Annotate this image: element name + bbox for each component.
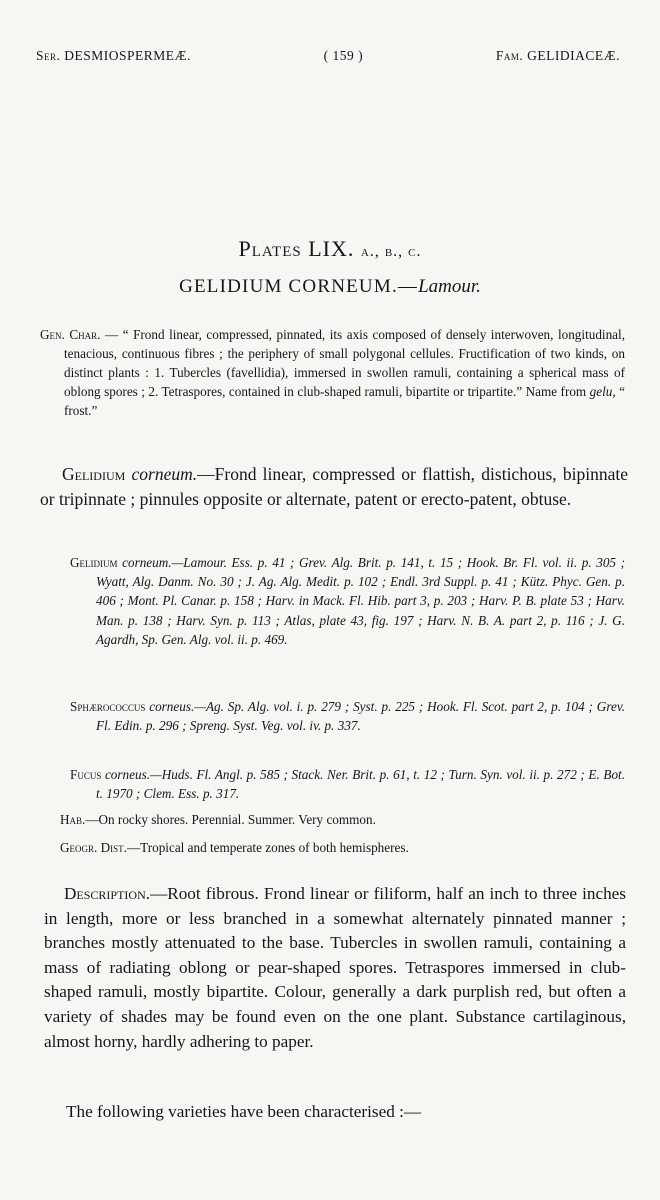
synonym-entry-sphaerococcus bbox=[70, 697, 625, 735]
synonym-entry-fucus bbox=[70, 765, 625, 803]
diagnosis-epithet: corneum. bbox=[131, 464, 198, 484]
description-label: Description. bbox=[64, 884, 151, 903]
diagnosis-genus: Gelidium bbox=[62, 464, 126, 484]
gen-char-label: Gen. Char. bbox=[40, 327, 101, 342]
distribution-label: Geogr. Dist. bbox=[60, 840, 127, 855]
varieties-intro: The following varieties have been characterised :— bbox=[66, 1102, 422, 1121]
description-text: —Root fibrous. Frond linear or filiform, half an inch to three inches in length, more or less branched in a somewhat alternately pinnated manner ; branches mostly attenuated to the base. Tubercles in swollen ramuli, containing a mass of radiating oblong or pear-shaped spores. Tetraspores immersed in club-shaped ramuli, mostly bipartite. Colour, generally a dark purplish red, but often a variety of shades may be found even on the one plant. Substance cartilaginous, almost horny, hardly adhering to paper. bbox=[44, 884, 626, 1051]
synonym-paragraph bbox=[70, 697, 625, 735]
diagnosis-text: —Frond linear, compressed or flattish, distichous, bipinnate or tripinnate ; pinnules opposite or alternate, patent or erecto-patent, obtuse. bbox=[40, 464, 628, 509]
header-series: Ser. DESMIOSPERMEÆ. bbox=[36, 48, 191, 63]
page-number: ( 159 ) bbox=[323, 48, 364, 63]
plates-number: LIX. bbox=[308, 236, 355, 261]
synonym-citations: corneus.—Huds. Fl. Angl. p. 585 ; Stack. Ner. Brit. p. 61, t. 12 ; Turn. Syn. vol. ii. p. 272 ; E. Bot. t. 1970 ; Clem. Ess. p. 317. bbox=[96, 767, 625, 802]
species-authority: Lamour. bbox=[418, 276, 481, 297]
distribution-text: —Tropical and temperate zones of both hemispheres. bbox=[126, 840, 409, 855]
plates-parts: a., b., c. bbox=[360, 243, 422, 260]
synonym-paragraph bbox=[70, 553, 625, 649]
species-name: GELIDIUM CORNEUM.— bbox=[179, 276, 419, 297]
habitat-text: —On rocky shores. Perennial. Summer. Very common. bbox=[85, 812, 376, 827]
plate-heading bbox=[0, 236, 660, 262]
gen-char-etymology-end: , “ frost.” bbox=[64, 384, 625, 418]
synonym-genus: Fucus bbox=[70, 767, 102, 782]
synonym-genus: Gelidium bbox=[70, 555, 118, 570]
gen-char-text: — “ Frond linear, compressed, pinnated, its axis composed of densely interwoven, longitudinal, tenacious, continuous fibres ; the periphery of small polygonal cellules. Fructification of two kinds, on distinct plants : 1. Tubercles (favellidia), immersed in swollen ramuli, containing a spherical mass of oblong spores ; 2. Tetraspores, contained in club-shaped ramuli, bipartite or tripartite.” Name from bbox=[64, 327, 625, 399]
description-section bbox=[44, 882, 626, 1054]
running-header bbox=[36, 48, 620, 64]
synonym-citations: corneum.—Lamour. Ess. p. 41 ; Grev. Alg. Brit. p. 141, t. 15 ; Hook. Br. Fl. vol. ii. p. 305 ; Wyatt, Alg. Danm. No. 30 ; J. Ag. Alg. Medit. p. 102 ; Endl. 3rd Suppl. p. 41 ; Kütz. Phyc. Gen. p. 406 ; Mont. Pl. Canar. p. 158 ; Harv. in Mack. Fl. Hib. part 3, p. 203 ; Harv. P. B. plate 53 ; Harv. Man. p. 138 ; Harv. Syn. p. 113 ; Atlas, plate 43, fig. 197 ; Harv. N. B. A. part 2, p. 116 ; J. G. Agardh, Sp. Gen. Alg. vol. ii. p. 469. bbox=[96, 555, 625, 647]
synonym-paragraph bbox=[70, 765, 625, 803]
synonym-genus: Sphærococcus bbox=[70, 699, 146, 714]
distribution-line bbox=[60, 838, 630, 857]
diagnosis-paragraph bbox=[40, 462, 628, 512]
species-title bbox=[0, 276, 660, 298]
habitat-label: Hab. bbox=[60, 812, 86, 827]
header-family: Fam. GELIDIACEÆ. bbox=[495, 48, 620, 63]
generic-character bbox=[40, 325, 625, 420]
gen-char-etymology-word: gelu bbox=[589, 384, 613, 399]
description-paragraph bbox=[44, 882, 626, 1054]
habitat-line bbox=[60, 810, 630, 829]
synonym-citations: corneus.—Ag. Sp. Alg. vol. i. p. 279 ; Syst. p. 225 ; Hook. Fl. Scot. part 2, p. 104 ; Grev. Fl. Edin. p. 296 ; Spreng. Syst. Veg. vol. iv. p. 337. bbox=[96, 699, 625, 734]
species-diagnosis bbox=[40, 462, 628, 512]
synonym-entry-gelidium bbox=[70, 553, 625, 649]
plates-label: Plates bbox=[238, 236, 302, 261]
gen-char-paragraph bbox=[40, 325, 625, 420]
